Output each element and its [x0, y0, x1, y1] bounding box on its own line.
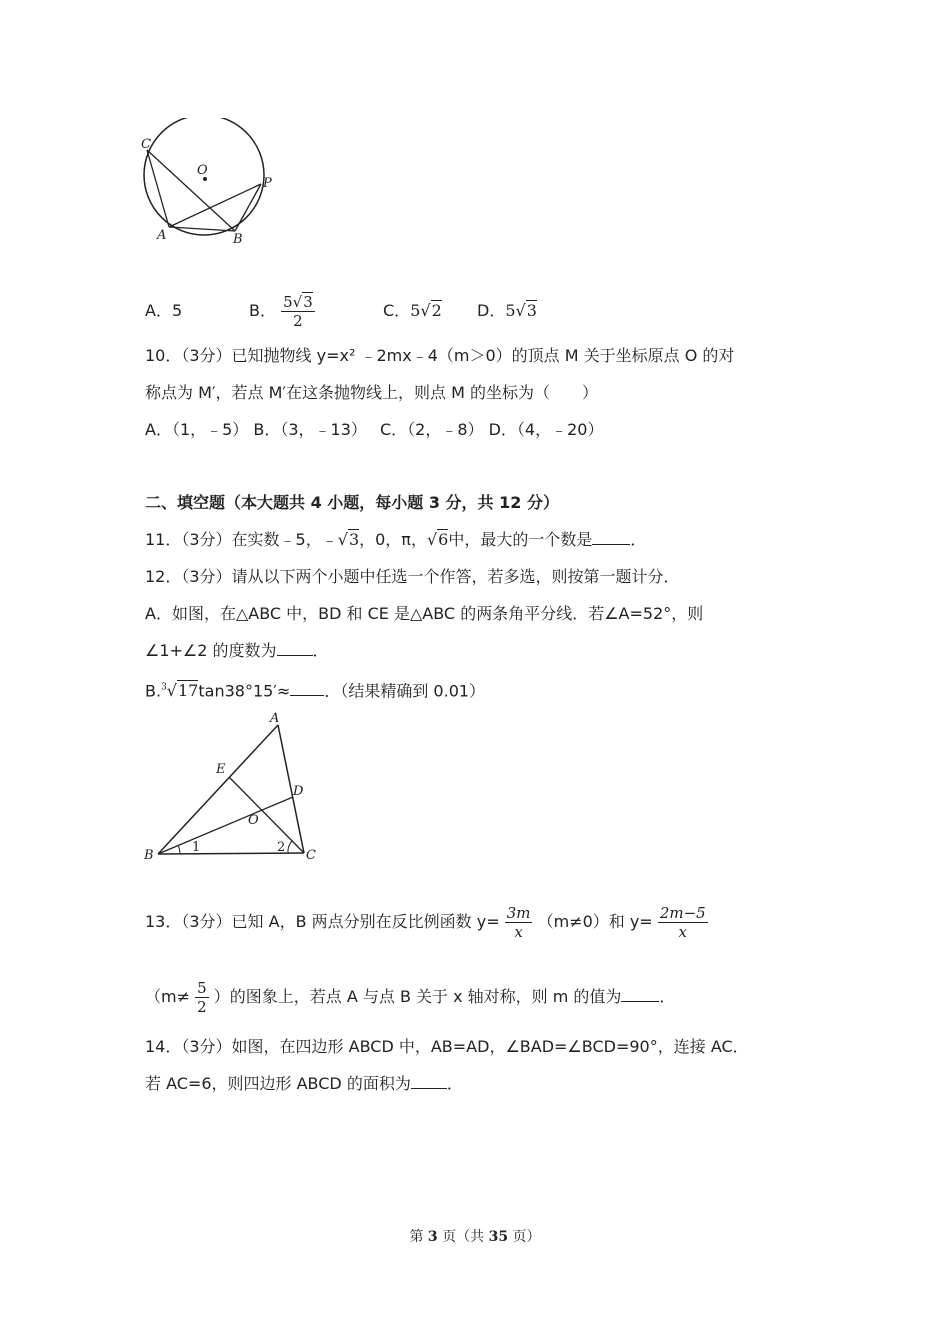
answer-blank	[621, 987, 659, 1002]
q12-part-b: B.$^3$√17tan38°15′≈ ．（结果精确到 0.01）	[145, 681, 486, 701]
angle-2-arc	[288, 841, 292, 853]
fraction-5sqrt3-over-2: $\frac{5√3}{2}$	[283, 293, 313, 330]
label-e: E	[216, 762, 226, 777]
q12-line1: 12．（3分）请从以下两个小题中任选一个作答，若多选，则按第一题计分．	[145, 567, 680, 586]
label-o: O	[248, 813, 259, 828]
section-title: 二、填空题（本大题共 4 小题，每小题 3 分，共 12 分）	[145, 493, 559, 512]
q10-options: A．（1，﹣5） B．（3，﹣13） C．（2，﹣8） D．（4，﹣20）	[145, 420, 604, 439]
q10-line1: 10．（3分）已知抛物线 y=x² ﹣2mx﹣4（m＞0）的顶点 M 关于坐标原点 O 的对	[145, 346, 735, 365]
fraction-2m-5-over-x: $\frac{2m-5}{x}$	[659, 904, 706, 941]
segment-bp	[235, 184, 261, 231]
side-ab	[158, 725, 278, 854]
answer-blank	[277, 641, 313, 656]
triangle-figure	[140, 705, 340, 865]
label-c: C	[306, 848, 316, 863]
q10-line2: 称点为 M′，若点 M′在这条抛物线上，则点 M 的坐标为（ ）	[145, 383, 599, 402]
segment-cb	[147, 150, 235, 231]
segment-ca	[147, 150, 169, 227]
circle-figure	[135, 118, 285, 248]
label-c: C	[141, 137, 151, 152]
answer-blank	[290, 681, 324, 696]
q9-option-c: C．5√2	[383, 301, 442, 320]
q9-option-a: A．5	[145, 301, 183, 320]
answer-blank	[592, 530, 630, 545]
angle-1-label: 1	[192, 840, 201, 855]
answer-blank	[411, 1074, 447, 1089]
page-footer: 第 3 页（共 35 页）	[409, 1229, 541, 1245]
q12-line2: A．如图，在△ABC 中，BD 和 CE 是△ABC 的两条角平分线．若∠A=52°，则	[145, 604, 704, 623]
q14-line2: 若 AC=6，则四边形 ABCD 的面积为 ．	[145, 1074, 463, 1093]
label-d: D	[293, 784, 304, 799]
q13-line2: （m≠ $\frac{5}{2}$ ）的图象上，若点 A 与点 B 关于 x 轴对称，则 m 的值为 ．	[145, 979, 676, 1016]
label-b: B	[144, 848, 154, 863]
fraction-5-over-2: $\frac{5}{2}$	[197, 979, 207, 1016]
fraction-3m-over-x: $\frac{3m}{x}$	[506, 904, 531, 941]
q9-option-b: B． $\frac{5√3}{2}$	[249, 293, 313, 330]
q9-options	[145, 291, 537, 331]
label-o: O	[197, 163, 208, 178]
q13-line1: 13．（3分）已知 A，B 两点分别在反比例函数 y= $\frac{3m}{x}$ （m≠0）和 y= $\frac{2m-5}{x}$	[145, 904, 706, 941]
q11: 11．（3分）在实数﹣5，﹣√3，0，π，√6中，最大的一个数是 ．	[145, 530, 647, 549]
segment-ap	[169, 184, 261, 227]
label-a: A	[270, 711, 280, 726]
angle-1-arc	[178, 845, 180, 854]
label-p: P	[263, 176, 272, 191]
q12-line3: ∠1+∠2 的度数为 ．	[145, 641, 329, 660]
q14-line1: 14．（3分）如图，在四边形 ABCD 中，AB=AD，∠BAD=∠BCD=90°，连接 AC．	[145, 1037, 749, 1056]
angle-2-label: 2	[277, 840, 286, 855]
label-a: A	[157, 228, 167, 243]
q9-option-d: D．5√3	[477, 301, 537, 320]
label-b: B	[233, 232, 243, 247]
